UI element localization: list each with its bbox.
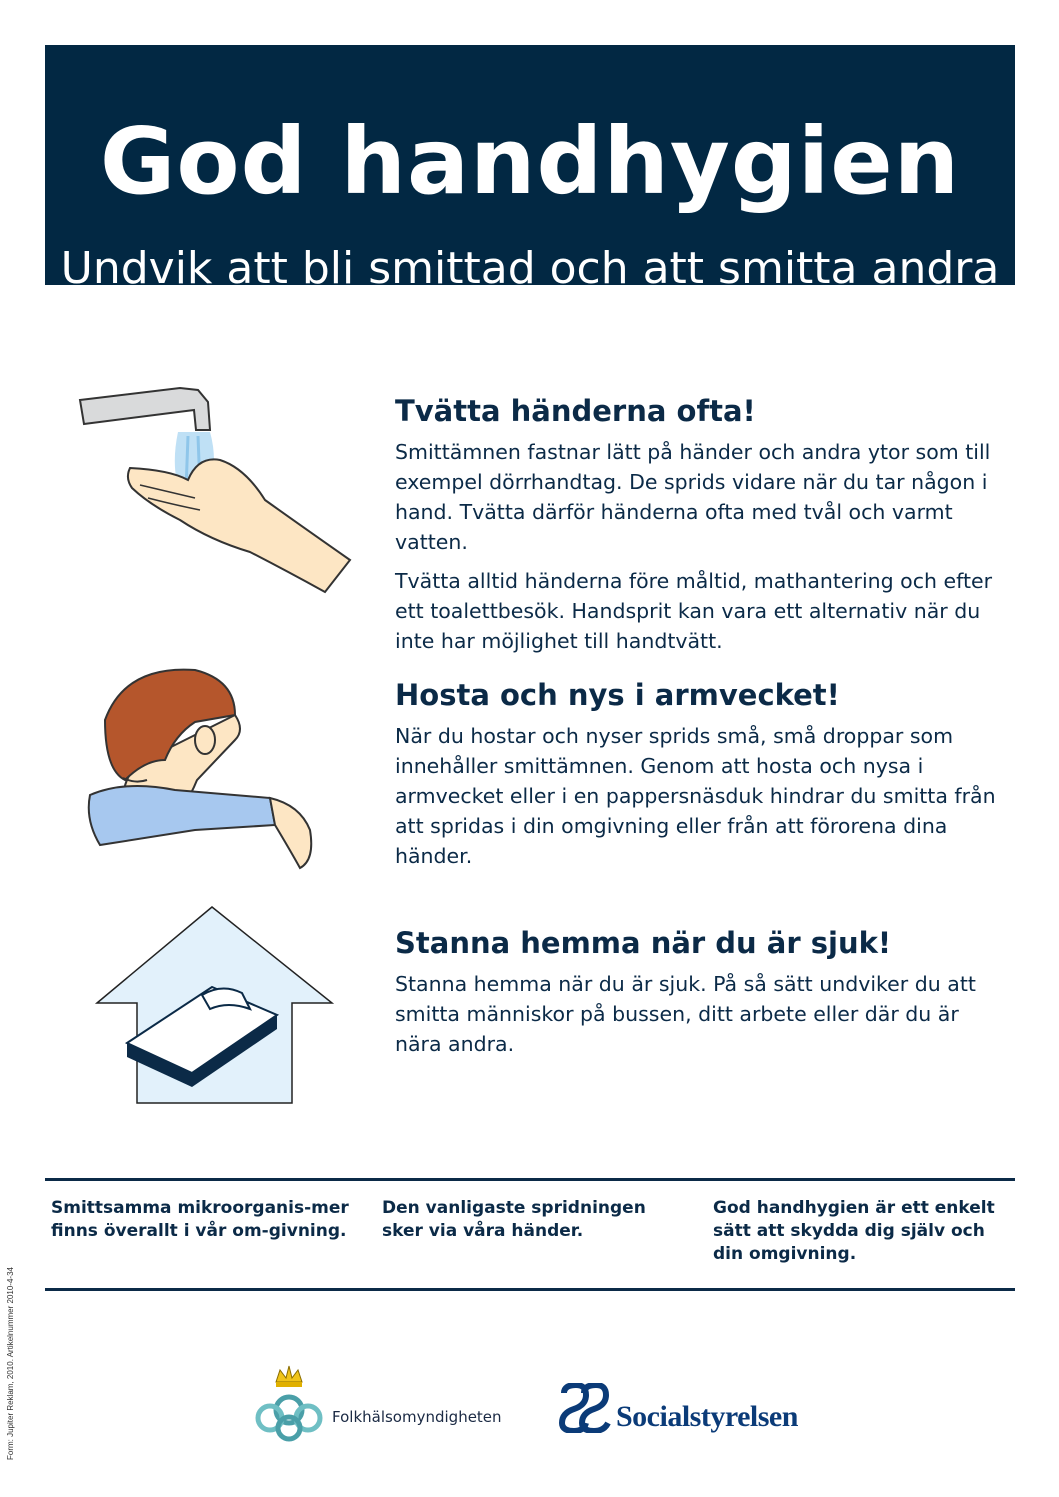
page-subtitle: Undvik att bli smittad och att smitta andra xyxy=(60,243,1000,294)
section-paragraph: Smittämnen fastnar lätt på händer och andra ytor som till exempel dörrhandtag. De sprids vidare när du tar någon i hand. Tvätta därför händerna ofta med tvål och varmt vatten. xyxy=(395,440,991,554)
section-paragraph: Stanna hemma när du är sjuk. På så sätt undviker du att smitta människor på bussen, ditt arbete eller där du är nära andra. xyxy=(395,972,976,1056)
section-cough-sneeze xyxy=(395,677,1005,880)
section-stay-home xyxy=(395,925,1005,1068)
fact-3: God handhygien är ett enkelt sätt att skydda dig själv och din omgivning. xyxy=(713,1198,995,1264)
cough-illustration xyxy=(85,660,325,875)
section-heading: Tvätta händerna ofta! xyxy=(395,394,756,428)
house-bed-illustration xyxy=(92,905,337,1105)
folkhalsomyndigheten-name: Folkhälsomyndigheten xyxy=(332,1408,502,1426)
section-paragraph: När du hostar och nyser sprids små, små droppar som innehåller smittämnen. Genom att hosta och nysa i armvecket eller i en pappersnäsduk hindrar du smitta från att spridas i din omgivning eller från att förorena dina händer. xyxy=(395,724,996,868)
page-title: God handhygien xyxy=(99,108,961,215)
fact-2: Den vanligaste spridningen sker via våra händer. xyxy=(382,1198,646,1241)
socialstyrelsen-logo-icon xyxy=(556,1383,614,1433)
divider-top xyxy=(45,1178,1015,1181)
section-heading: Stanna hemma när du är sjuk! xyxy=(395,926,892,960)
fact-1: Smittsamma mikroorganis-mer finns överallt i vår om-givning. xyxy=(51,1198,349,1241)
section-paragraph: Tvätta alltid händerna före måltid, mathantering och efter ett toalettbesök. Handsprit kan vara ett alternativ när du inte har möjlighet till handtvätt. xyxy=(395,569,993,653)
section-heading: Hosta och nys i armvecket! xyxy=(395,678,840,712)
header-banner xyxy=(45,45,1015,294)
divider-bottom xyxy=(45,1288,1015,1291)
hand-washing-illustration xyxy=(70,380,360,595)
socialstyrelsen-name: Socialstyrelsen xyxy=(616,1400,798,1433)
section-wash-hands xyxy=(395,393,1005,665)
credit-note: Form: Jupiter Reklam, 2010. Artikelnummer 2010-4-34 xyxy=(6,1267,15,1460)
folkhalsomyndigheten-logo-icon xyxy=(248,1362,330,1444)
